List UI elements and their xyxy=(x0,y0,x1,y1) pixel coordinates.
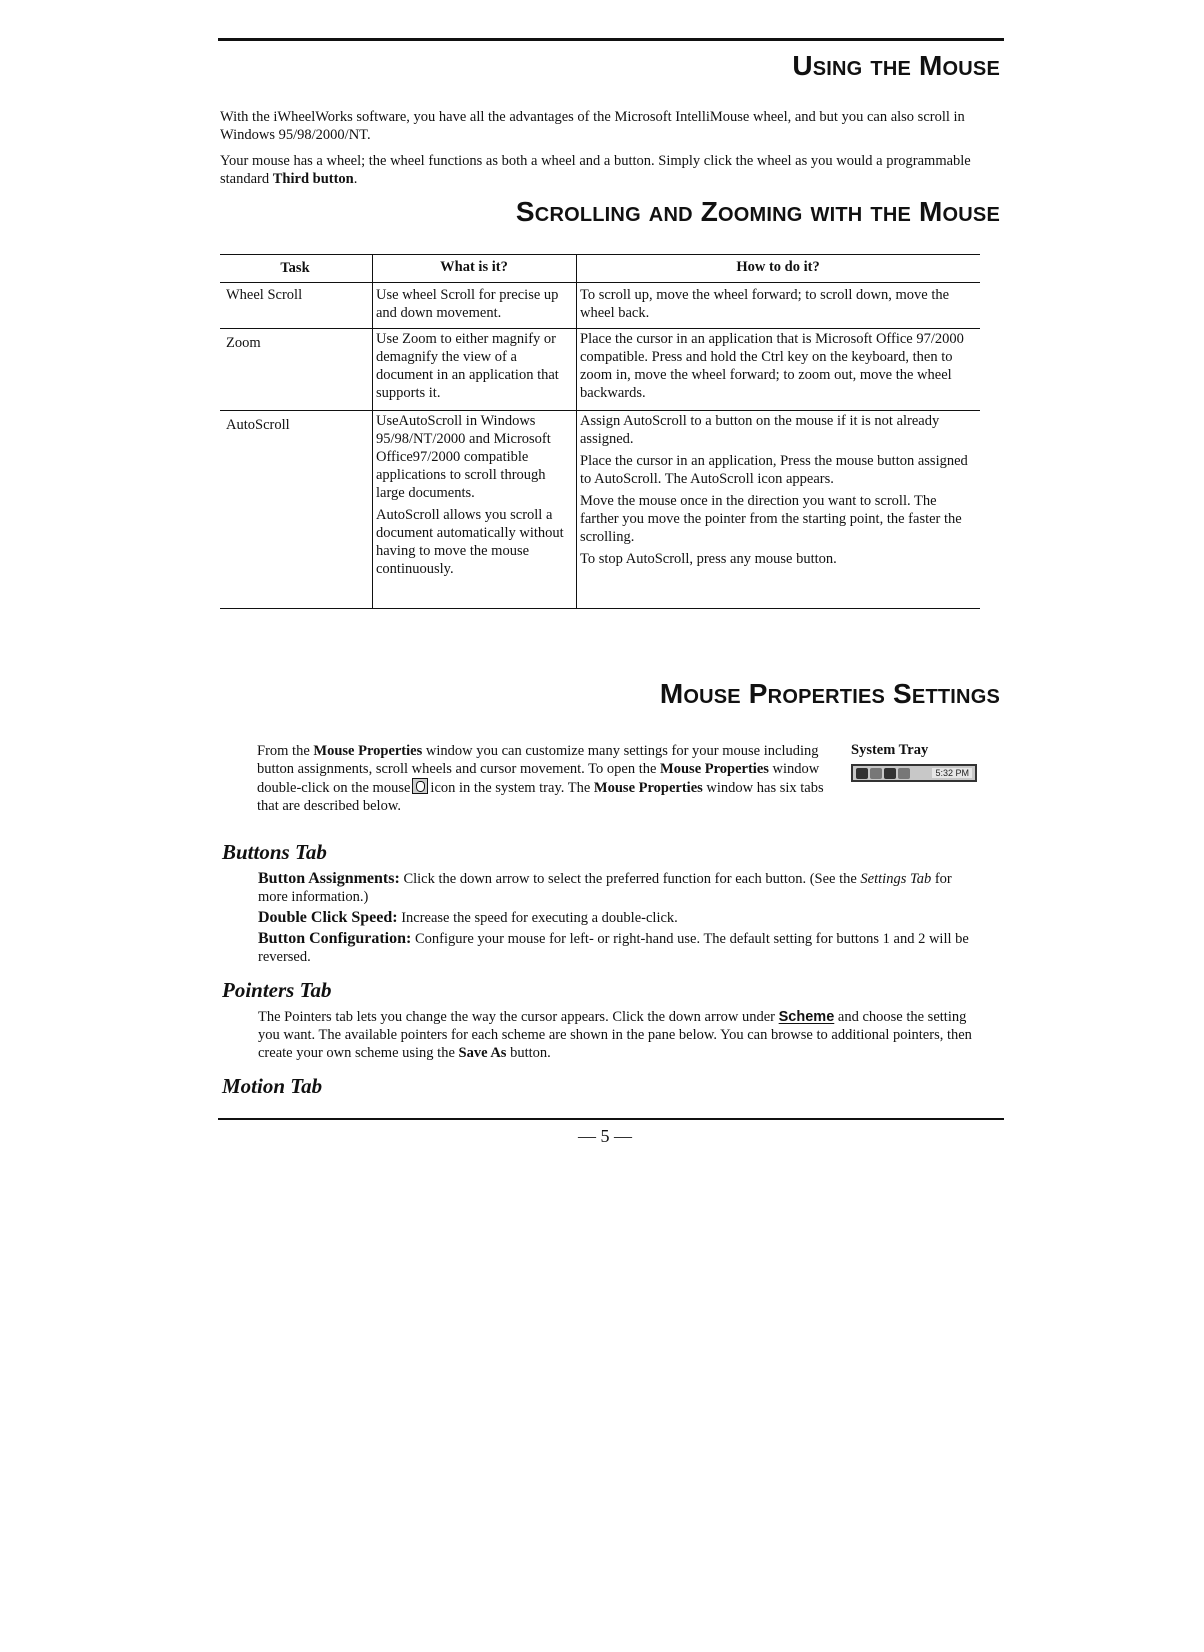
header-task: Task xyxy=(280,260,310,276)
table-header-border xyxy=(220,282,980,283)
intro-paragraph-2 xyxy=(220,152,1000,188)
top-rule xyxy=(218,38,1004,41)
shield-icon xyxy=(856,768,868,779)
system-tray-label: System Tray xyxy=(851,742,929,758)
what-text: UseAutoScroll in Windows 95/98/NT/2000 and Microsoft Office97/2000 compatible applications to scroll through large documents. xyxy=(376,413,551,501)
buttons-tab-body xyxy=(258,870,978,969)
mouse-properties-intro xyxy=(257,742,827,815)
row-autoscroll-what xyxy=(376,412,572,582)
save-as-term: Save As xyxy=(458,1045,507,1061)
network-icon xyxy=(870,768,882,779)
row-autoscroll-how xyxy=(580,412,976,572)
mouse-properties-term: Mouse Properties xyxy=(313,743,423,759)
intro-paragraph-1: With the iWheelWorks software, you have all the advantages of the Microsoft IntelliMouse wheel, and but you can also scroll in Windows 95/98/2000/NT. xyxy=(220,109,965,143)
properties-paragraph xyxy=(257,742,827,815)
tray-clock: 5:32 PM xyxy=(932,768,972,778)
table-bottom-border xyxy=(220,608,980,609)
text-run: The Pointers tab lets you change the way the cursor appears. Click the down arrow under xyxy=(258,1009,779,1025)
row-wheel-scroll-task: Wheel Scroll xyxy=(226,287,303,303)
button-configuration-label: Button Configuration: xyxy=(258,930,412,947)
third-button-term: Third button xyxy=(272,171,354,187)
how-text: Place the cursor in an application that is Microsoft Office 97/2000 compatible. Press and hold the Ctrl key on the keyboard, then to zoom in, move the wheel forward; to zoom out, move the wheel backwards. xyxy=(580,331,964,401)
intro-p2-end: . xyxy=(353,171,358,187)
page-number: — 5 — xyxy=(578,1126,632,1146)
header-what: What is it? xyxy=(440,259,508,275)
how-text: To scroll up, move the wheel forward; to scroll down, move the wheel back. xyxy=(580,287,950,321)
button-configuration-item xyxy=(258,930,978,966)
intro-p2-text: Your mouse has a wheel; the wheel functions as both a wheel and a button. Simply click the wheel as you would a programmable standard xyxy=(220,153,971,187)
mouse-icon xyxy=(412,778,428,794)
heading-mouse-properties-settings: Mouse Properties Settings xyxy=(659,678,1000,709)
text-run: window double-click on the mouse xyxy=(257,761,820,796)
text-run: and choose the setting you want. The available pointers for each scheme are shown in the pane below. You can browse to additional pointers, then create your own scheme using the xyxy=(258,1009,972,1061)
how-text: Place the cursor in an application, Press the mouse button assigned to AutoScroll. The AutoScroll icon appears. xyxy=(580,453,968,487)
how-text: To stop AutoScroll, press any mouse button. xyxy=(580,551,837,567)
text-run: Increase the speed for executing a double-click. xyxy=(397,910,678,926)
double-click-speed-item xyxy=(258,909,978,927)
mouse-properties-term: Mouse Properties xyxy=(660,761,769,777)
pointers-tab-heading: Pointers Tab xyxy=(222,978,332,1002)
pointers-tab-body xyxy=(258,1008,978,1065)
what-text: Use wheel Scroll for precise up and down movement. xyxy=(376,287,559,321)
heading-scrolling-zooming: Scrolling and Zooming with the Mouse xyxy=(515,196,1000,227)
motion-tab-heading: Motion Tab xyxy=(222,1074,323,1098)
how-text: Move the mouse once in the direction you want to scroll. The farther you move the pointer from the starting point, the faster the scrolling. xyxy=(580,493,962,545)
row-divider-2 xyxy=(220,410,980,411)
row-wheel-scroll-how xyxy=(580,286,976,326)
button-assignments-item xyxy=(258,870,978,906)
text-run: Configure your mouse for left- or right-hand use. The default setting for buttons 1 and 2 will be reversed. xyxy=(258,931,969,965)
row-zoom-task: Zoom xyxy=(226,335,261,351)
bottom-rule xyxy=(218,1118,1004,1120)
buttons-tab-heading: Buttons Tab xyxy=(222,840,327,864)
mouse-properties-term: Mouse Properties xyxy=(593,780,703,796)
row-zoom-what xyxy=(376,330,572,406)
button-assignments-label: Button Assignments: xyxy=(258,870,400,887)
text-run: From the xyxy=(257,743,314,759)
row-divider-1 xyxy=(220,328,980,329)
heading-using-the-mouse: Using the Mouse xyxy=(792,50,1000,81)
text-run: button. xyxy=(506,1045,551,1061)
system-tray-image xyxy=(851,764,977,782)
text-run: Click the down arrow to select the preferred function for each button. (See the xyxy=(399,871,861,887)
row-zoom-how xyxy=(580,330,976,406)
column-divider-1 xyxy=(372,254,373,608)
text-run: window has six tabs that are described below. xyxy=(257,780,824,814)
speaker-icon xyxy=(898,768,910,779)
column-divider-2 xyxy=(576,254,577,608)
text-run: window you can customize many settings for your mouse including button assignments, scroll wheels and cursor movement. To open the xyxy=(257,743,819,777)
pointers-paragraph xyxy=(258,1008,978,1062)
header-how: How to do it? xyxy=(736,259,820,275)
mouse-icon xyxy=(884,768,896,779)
text-run: icon in the system tray. The xyxy=(430,780,594,796)
double-click-speed-label: Double Click Speed: xyxy=(258,909,398,926)
row-wheel-scroll-what xyxy=(376,286,572,326)
what-text: AutoScroll allows you scroll a document automatically without having to move the mouse continuously. xyxy=(376,507,564,577)
how-text: Assign AutoScroll to a button on the mouse if it is not already assigned. xyxy=(580,413,940,447)
row-autoscroll-task: AutoScroll xyxy=(226,417,290,433)
what-text: Use Zoom to either magnify or demagnify the view of a document in an application that supports it. xyxy=(376,331,559,401)
settings-tab-ref: Settings Tab xyxy=(860,871,932,887)
text-run: for more information.) xyxy=(258,871,952,905)
table-top-border xyxy=(220,254,980,255)
scheme-term: Scheme xyxy=(778,1009,835,1025)
